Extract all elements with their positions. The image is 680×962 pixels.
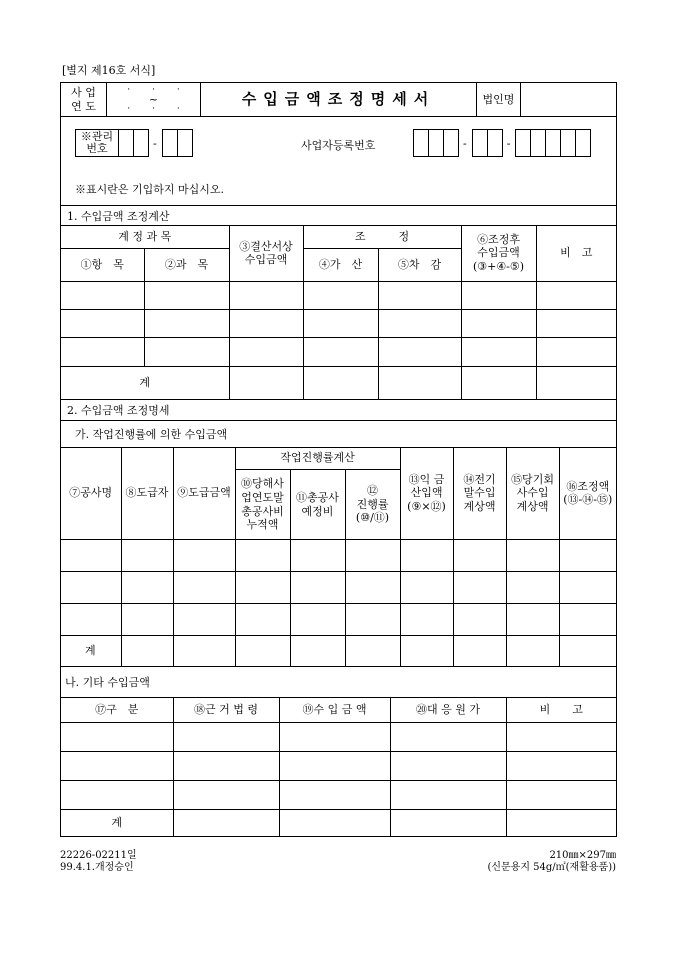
table-row: [61, 337, 616, 366]
biz-reg-no-boxes-3[interactable]: [515, 129, 590, 157]
project-name-header: ⑦공사명: [61, 448, 121, 540]
table-row: [61, 309, 616, 337]
section1-table: [61, 226, 616, 400]
cumulative-cost-header: ⑩당해사 업연도말 총공사비 누적액: [235, 470, 290, 540]
form-code: 22226-02211일: [60, 850, 137, 861]
mgmt-no-boxes-2[interactable]: [162, 129, 192, 157]
total-row: [61, 366, 616, 399]
settled-amount-header: ③결산서상 수입금액: [229, 226, 303, 281]
after-adjust-header: ⑥조정후 수입금액 (③+④-⑤): [461, 226, 536, 281]
section2-title: 2. 수입금액 조정명세: [61, 400, 616, 421]
form-number-label: [별지 제16호 서식]: [62, 64, 156, 77]
total-label: 계: [61, 366, 229, 399]
table-row: [61, 780, 616, 809]
instruction-note: ※표시란은 기입하지 마십시오.: [75, 183, 225, 196]
adjust-header: 조 정: [303, 226, 461, 248]
account-header: 계 정 과 목: [61, 226, 229, 248]
adjust-amount-header: ⑯조정액 (⑬-⑭-⑮): [559, 448, 616, 540]
table-row: [61, 572, 616, 604]
id-section: [61, 117, 616, 206]
table-row: [61, 604, 616, 636]
biz-year-period-field[interactable]: ··· ~ ···: [107, 83, 201, 116]
form-frame: [60, 82, 617, 837]
footer-right: [487, 850, 616, 874]
estimated-cost-header: ⑪총공사 예정비: [290, 470, 345, 540]
footer-left: [60, 850, 137, 874]
table-row: [61, 540, 616, 572]
dash: -: [153, 136, 157, 150]
mgmt-no-boxes-1[interactable]: [118, 129, 148, 157]
mgmt-no-label: ※관리 번호: [75, 129, 119, 157]
table-row: [61, 281, 616, 309]
subject-header: ②과 목: [144, 248, 229, 281]
total-label: 계: [61, 809, 173, 836]
progress-calc-header: 작업진행률계산: [235, 448, 400, 470]
category-header: ⑰구 분: [61, 698, 173, 722]
cost-header: ⑳대 응 원 가: [390, 698, 506, 722]
remark-header: 비 고: [536, 226, 616, 281]
form-title: 수입금액조정명세서: [201, 83, 477, 116]
add-header: ④가 산: [303, 248, 378, 281]
biz-reg-no-label: 사업자등록번호: [301, 139, 376, 152]
section2b-table: [61, 698, 616, 836]
corp-name-label: 법인명: [477, 83, 521, 116]
paper-type: (신문용지 54g/㎡(재활용품)): [487, 862, 616, 873]
progress-rate-header: ⑫ 진행률 (⑩/⑪): [345, 470, 400, 540]
total-label: 계: [61, 636, 121, 667]
approval-date: 99.4.1.개정승인: [60, 862, 134, 873]
current-period-header: ⑮당기회 사수입 계상액: [506, 448, 559, 540]
header-row: [61, 83, 616, 117]
contractor-header: ⑧도급자: [121, 448, 173, 540]
legal-basis-header: ⑱근 거 법 령: [173, 698, 279, 722]
total-row: [61, 809, 616, 836]
deduct-header: ⑤차 감: [378, 248, 461, 281]
biz-reg-no-boxes-2[interactable]: [472, 129, 502, 157]
item-header: ①항 목: [61, 248, 144, 281]
paper-size: 210㎜×297㎜: [549, 850, 616, 861]
corp-name-field[interactable]: [521, 83, 616, 116]
total-row: [61, 636, 616, 667]
remark-header: 비 고: [506, 698, 616, 722]
table-row: [61, 722, 616, 751]
revenue-amount-header: ⑲수 입 금 액: [279, 698, 390, 722]
period-separator: ~: [148, 93, 159, 106]
table-row: [61, 751, 616, 780]
biz-year-label: 사 업 연 도: [61, 83, 107, 116]
biz-reg-no-boxes-1[interactable]: [413, 129, 458, 157]
section2b-title: 나. 기타 수입금액: [61, 667, 616, 698]
section2a-table: [61, 448, 616, 668]
section1-title: 1. 수입금액 조정계산: [61, 206, 616, 226]
dash: -: [506, 136, 511, 150]
dash: -: [463, 136, 467, 150]
section2a-title: 가. 작업진행률에 의한 수입금액: [61, 421, 616, 448]
contract-amount-header: ⑨도급금액: [173, 448, 235, 540]
revenue-header: ⑬익 금 산입액 (⑨×⑫): [400, 448, 453, 540]
prior-period-header: ⑭전기 말수입 계상액: [453, 448, 506, 540]
